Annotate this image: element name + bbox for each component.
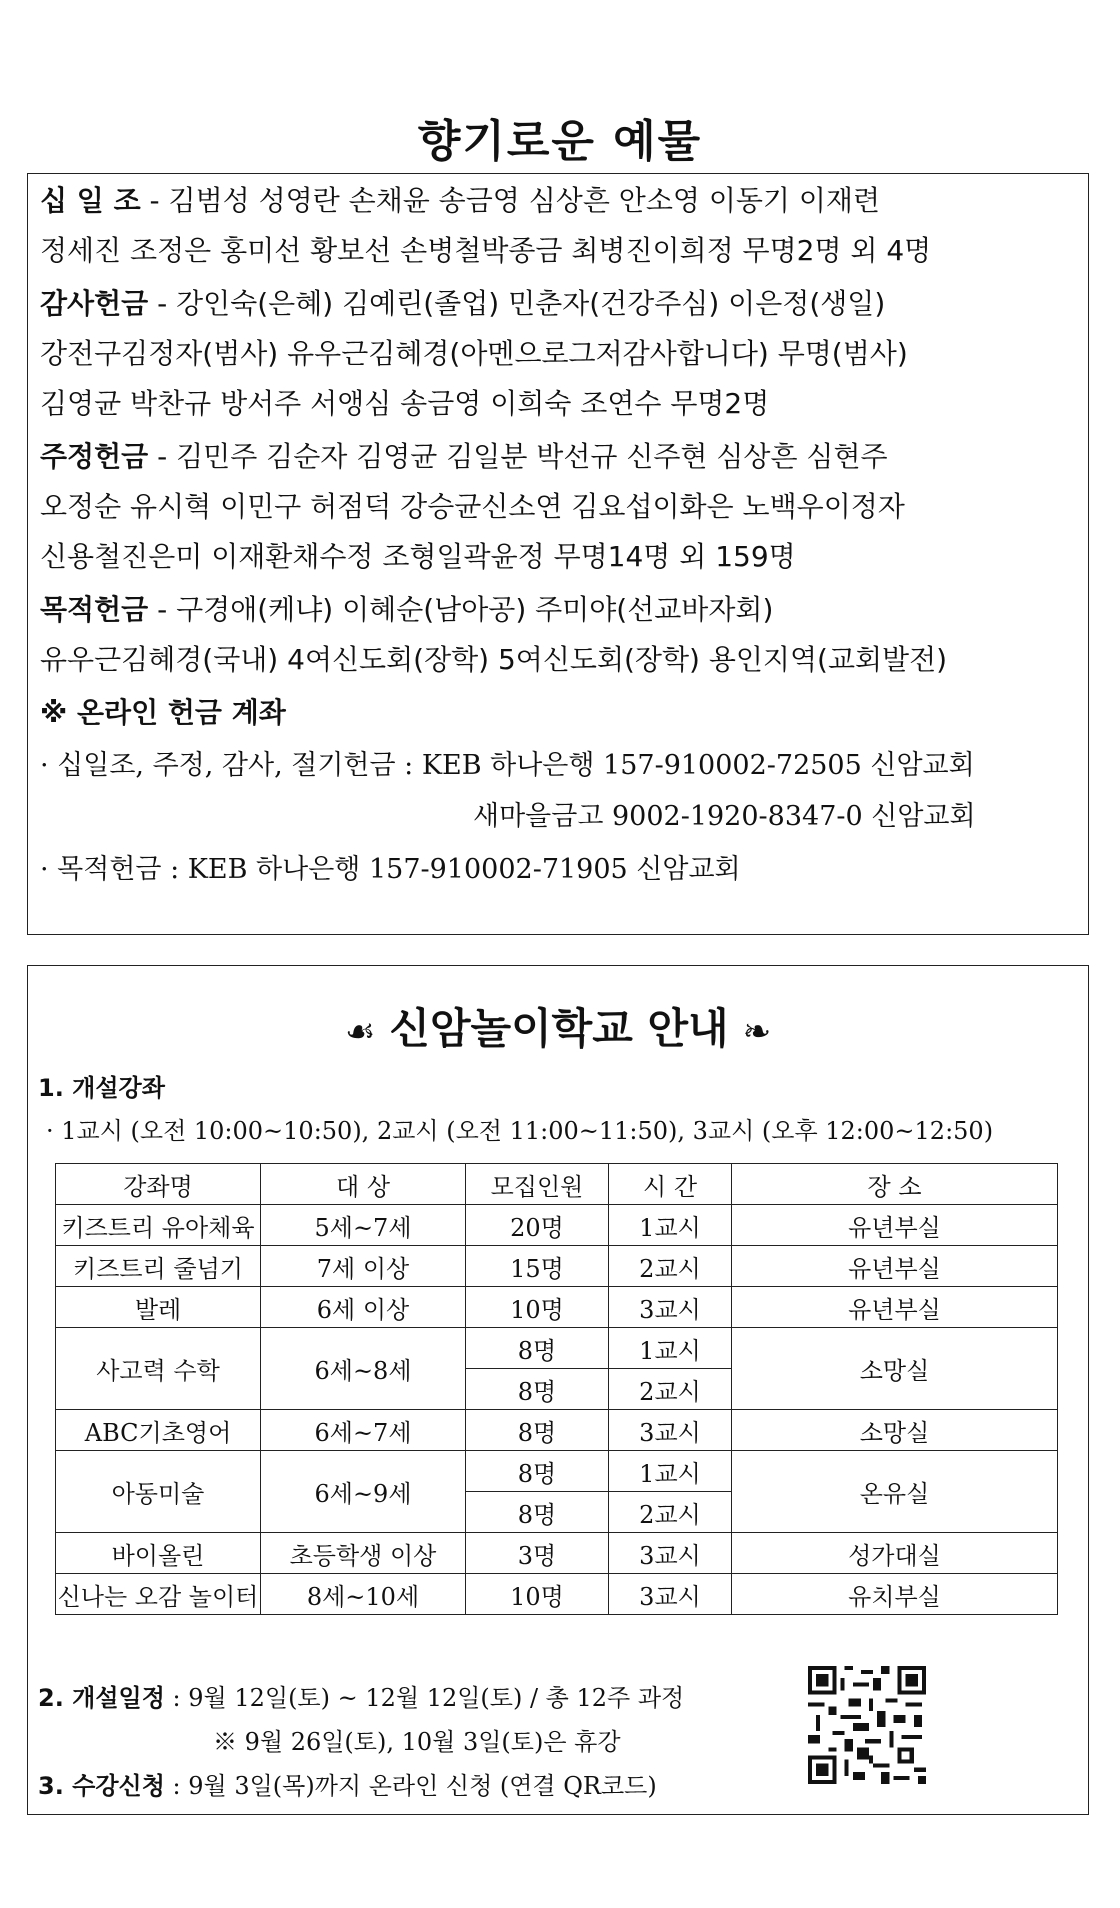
cell-capacity: 3명: [466, 1533, 609, 1574]
cell-course: 발레: [56, 1287, 261, 1328]
col-course: 강좌명: [56, 1164, 261, 1205]
cell-target: 6세~7세: [261, 1410, 466, 1451]
cell-course: 키즈트리 유아체육: [56, 1205, 261, 1246]
thanks-names-1: - 강인숙(은혜) 김예린(졸업) 민춘자(건강주심) 이은정(생일): [157, 287, 886, 320]
online-heading: ※ 온라인 헌금 계좌: [40, 696, 286, 729]
thanks-line-1: [40, 287, 885, 321]
cell-capacity: 8명: [466, 1369, 609, 1410]
holiday-note: ※ 9월 26일(토), 10월 3일(토)은 휴강: [213, 1728, 621, 1756]
page-title: 향기로운 예물: [417, 116, 703, 167]
purpose-names-1: - 구경애(케냐) 이혜순(남아공) 주미야(선교바자회): [157, 593, 774, 626]
col-target: 대 상: [261, 1164, 466, 1205]
table-row: [56, 1451, 1058, 1492]
cell-time: 2교시: [609, 1246, 732, 1287]
cell-capacity: 8명: [466, 1328, 609, 1369]
weekly-line-1: [40, 440, 888, 474]
cell-target: 초등학생 이상: [261, 1533, 466, 1574]
cell-target: 6세~9세: [261, 1451, 466, 1533]
table-row: [56, 1205, 1058, 1246]
school-title: 신암놀이학교 안내: [389, 1004, 729, 1053]
cell-capacity: 15명: [466, 1246, 609, 1287]
school-title-row: [28, 996, 1088, 1056]
col-place: 장 소: [732, 1164, 1058, 1205]
weekly-names-2: 오정순 유시혁 이민구 허점덕 강승균신소연 김요섭이화은 노백우이정자: [40, 490, 905, 523]
tithe-label: 십 일 조: [40, 184, 141, 217]
cell-place: 유치부실: [732, 1574, 1058, 1615]
cell-capacity: 8명: [466, 1492, 609, 1533]
weekly-label: 주정헌금: [40, 440, 149, 473]
period-times: · 1교시 (오전 10:00~10:50), 2교시 (오전 11:00~11:50), 3교시 (오후 12:00~12:50): [46, 1117, 994, 1145]
table-row: [56, 1246, 1058, 1287]
ornament-right-icon: ❧: [742, 1012, 772, 1052]
thanks-names-3: 김영균 박찬규 방서주 서앵심 송금영 이희숙 조연수 무명2명: [40, 387, 770, 420]
cell-course: 사고력 수학: [56, 1328, 261, 1410]
table-row: [56, 1287, 1058, 1328]
qr-code-icon[interactable]: [808, 1666, 926, 1784]
apply-label: 3. 수강신청: [38, 1772, 165, 1800]
cell-target: 7세 이상: [261, 1246, 466, 1287]
cell-place: 소망실: [732, 1328, 1058, 1410]
ornament-left-icon: ☙: [344, 1012, 376, 1052]
cell-course: ABC기초영어: [56, 1410, 261, 1451]
cell-course: 신나는 오감 놀이터: [56, 1574, 261, 1615]
cell-target: 6세 이상: [261, 1287, 466, 1328]
schedule-label: 2. 개설일정: [38, 1684, 165, 1712]
schedule-row: [38, 1678, 684, 1713]
cell-capacity: 8명: [466, 1410, 609, 1451]
tithe-line-1: [40, 184, 880, 218]
cell-time: 3교시: [609, 1533, 732, 1574]
cell-target: 8세~10세: [261, 1574, 466, 1615]
cell-time: 3교시: [609, 1574, 732, 1615]
col-time: 시 간: [609, 1164, 732, 1205]
course-table: [55, 1163, 1058, 1615]
cell-time: 3교시: [609, 1410, 732, 1451]
thanks-names-2: 강전구김정자(범사) 유우근김혜경(아멘으로그저감사합니다) 무명(범사): [40, 337, 908, 370]
tithe-names-1: - 김범성 성영란 손채윤 송금영 심상흔 안소영 이동기 이재련: [149, 184, 881, 217]
purpose-names-2: 유우근김혜경(국내) 4여신도회(장학) 5여신도회(장학) 용인지역(교회발전): [40, 643, 948, 676]
table-header-row: [56, 1164, 1058, 1205]
school-box: [27, 965, 1089, 1815]
thanks-label: 감사헌금: [40, 287, 149, 320]
cell-target: 6세~8세: [261, 1328, 466, 1410]
cell-capacity: 20명: [466, 1205, 609, 1246]
cell-course: 바이올린: [56, 1533, 261, 1574]
purpose-label: 목적헌금: [40, 593, 149, 626]
cell-capacity: 10명: [466, 1574, 609, 1615]
cell-capacity: 10명: [466, 1287, 609, 1328]
cell-place: 소망실: [732, 1410, 1058, 1451]
online-account-2: 새마을금고 9002-1920-8347-0 신암교회: [473, 801, 976, 832]
cell-target: 5세~7세: [261, 1205, 466, 1246]
online-account-1: · 십일조, 주정, 감사, 절기헌금 : KEB 하나은행 157-910002-72505 신암교회: [40, 750, 975, 781]
weekly-names-1: - 김민주 김순자 김영균 김일분 박선규 신주현 심상흔 심현주: [157, 440, 888, 473]
col-capacity: 모집인원: [466, 1164, 609, 1205]
cell-time: 2교시: [609, 1369, 732, 1410]
apply-text: : 9월 3일(목)까지 온라인 신청 (연결 QR코드): [164, 1772, 657, 1800]
offering-box: [27, 173, 1089, 935]
cell-place: 유년부실: [732, 1246, 1058, 1287]
cell-time: 1교시: [609, 1451, 732, 1492]
table-row: [56, 1574, 1058, 1615]
table-row: [56, 1328, 1058, 1369]
cell-place: 유년부실: [732, 1287, 1058, 1328]
cell-time: 1교시: [609, 1205, 732, 1246]
table-row: [56, 1410, 1058, 1451]
schedule-text: : 9월 12일(토) ~ 12월 12일(토) / 총 12주 과정: [164, 1684, 685, 1712]
table-row: [56, 1533, 1058, 1574]
cell-time: 2교시: [609, 1492, 732, 1533]
weekly-names-3: 신용철진은미 이재환채수정 조형일곽윤정 무명14명 외 159명: [40, 540, 796, 573]
cell-time: 1교시: [609, 1328, 732, 1369]
cell-place: 유년부실: [732, 1205, 1058, 1246]
purpose-line-1: [40, 593, 773, 627]
online-account-3: · 목적헌금 : KEB 하나은행 157-910002-71905 신암교회: [40, 854, 741, 885]
cell-capacity: 8명: [466, 1451, 609, 1492]
cell-time: 3교시: [609, 1287, 732, 1328]
cell-place: 온유실: [732, 1451, 1058, 1533]
cell-course: 아동미술: [56, 1451, 261, 1533]
section-courses: 1. 개설강좌: [38, 1074, 165, 1102]
cell-place: 성가대실: [732, 1533, 1058, 1574]
apply-row: [38, 1766, 657, 1801]
tithe-names-2: 정세진 조정은 홍미선 황보선 손병철박종금 최병진이희정 무명2명 외 4명: [40, 234, 932, 267]
cell-course: 키즈트리 줄넘기: [56, 1246, 261, 1287]
